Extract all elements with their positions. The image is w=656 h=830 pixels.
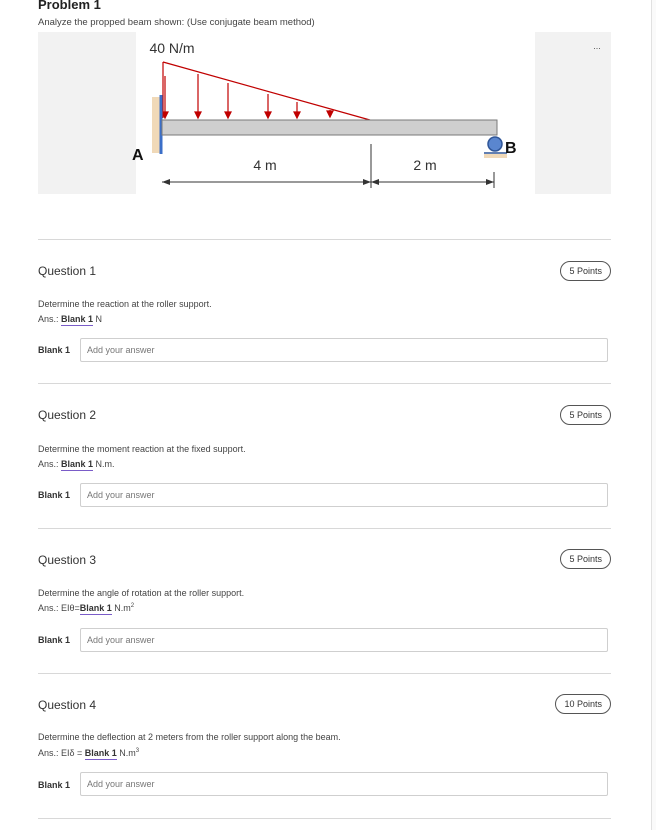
blank-label: Blank 1: [38, 635, 71, 645]
answer-format: [38, 459, 115, 469]
blank-reference: Blank 1: [61, 459, 94, 469]
blank-label: Blank 1: [38, 345, 71, 355]
question-title: Question 3: [38, 553, 97, 567]
answer-prefix: Ans.:: [38, 314, 62, 324]
scrollbar[interactable]: [651, 0, 656, 830]
answer-input[interactable]: [80, 338, 608, 362]
support-b-label: B: [505, 140, 517, 157]
unit-exponent: 3: [135, 748, 140, 754]
load-label: 40 N/m: [149, 40, 195, 56]
points-badge: 5 Points: [560, 549, 611, 569]
more-options-icon: ...: [593, 41, 601, 51]
question-prompt: Determine the angle of rotation at the roller support.: [38, 588, 245, 598]
distributed-load: [162, 62, 370, 120]
blank-reference: Blank 1: [79, 603, 112, 613]
blank-label: Blank 1: [38, 490, 71, 500]
span-right-label: 2 m: [413, 157, 437, 173]
support-a-label: A: [132, 147, 144, 164]
question-title: Question 1: [38, 264, 97, 278]
span-left-label: 4 m: [253, 157, 277, 173]
answer-prefix: Ans.: EIδ =: [38, 748, 85, 758]
roller-support: [484, 137, 507, 158]
answer-unit: N.m: [111, 603, 131, 613]
figure-margin-right: [535, 32, 611, 194]
problem-title: Problem 1: [38, 0, 101, 12]
blank-reference: Blank 1: [61, 314, 94, 324]
blank-reference: Blank 1: [84, 748, 117, 758]
answer-input[interactable]: [80, 628, 608, 652]
answer-format: [38, 748, 139, 758]
answer-unit: N.m: [116, 748, 136, 758]
problem-instruction: Analyze the propped beam shown: (Use conjugate beam method): [38, 17, 315, 28]
divider: [38, 673, 611, 674]
answer-format: [38, 603, 134, 613]
divider: [38, 383, 611, 384]
dimension-lines: [162, 144, 494, 188]
points-badge: 5 Points: [560, 405, 611, 425]
answer-prefix: Ans.:: [38, 459, 62, 469]
question-title: Question 4: [38, 698, 97, 712]
answer-format: [38, 314, 102, 324]
question-prompt: Determine the moment reaction at the fixed support.: [38, 444, 246, 454]
question-prompt: Determine the deflection at 2 meters from the roller support along the beam.: [38, 732, 341, 742]
points-badge: 10 Points: [555, 694, 611, 714]
answer-prefix: Ans.: EIθ=: [38, 603, 80, 613]
figure-margin-left: [38, 32, 136, 194]
answer-unit: N.m.: [93, 459, 115, 469]
divider: [38, 528, 611, 529]
beam-figure: [38, 32, 611, 194]
unit-exponent: 2: [130, 603, 135, 609]
question-title: Question 2: [38, 408, 97, 422]
beam: [162, 120, 497, 135]
answer-input[interactable]: [80, 772, 608, 796]
answer-unit: N: [93, 314, 103, 324]
points-badge: 5 Points: [560, 261, 611, 281]
divider: [38, 818, 611, 819]
divider: [38, 239, 611, 240]
question-prompt: Determine the reaction at the roller support.: [38, 299, 212, 309]
blank-label: Blank 1: [38, 780, 71, 790]
answer-input[interactable]: [80, 483, 608, 507]
